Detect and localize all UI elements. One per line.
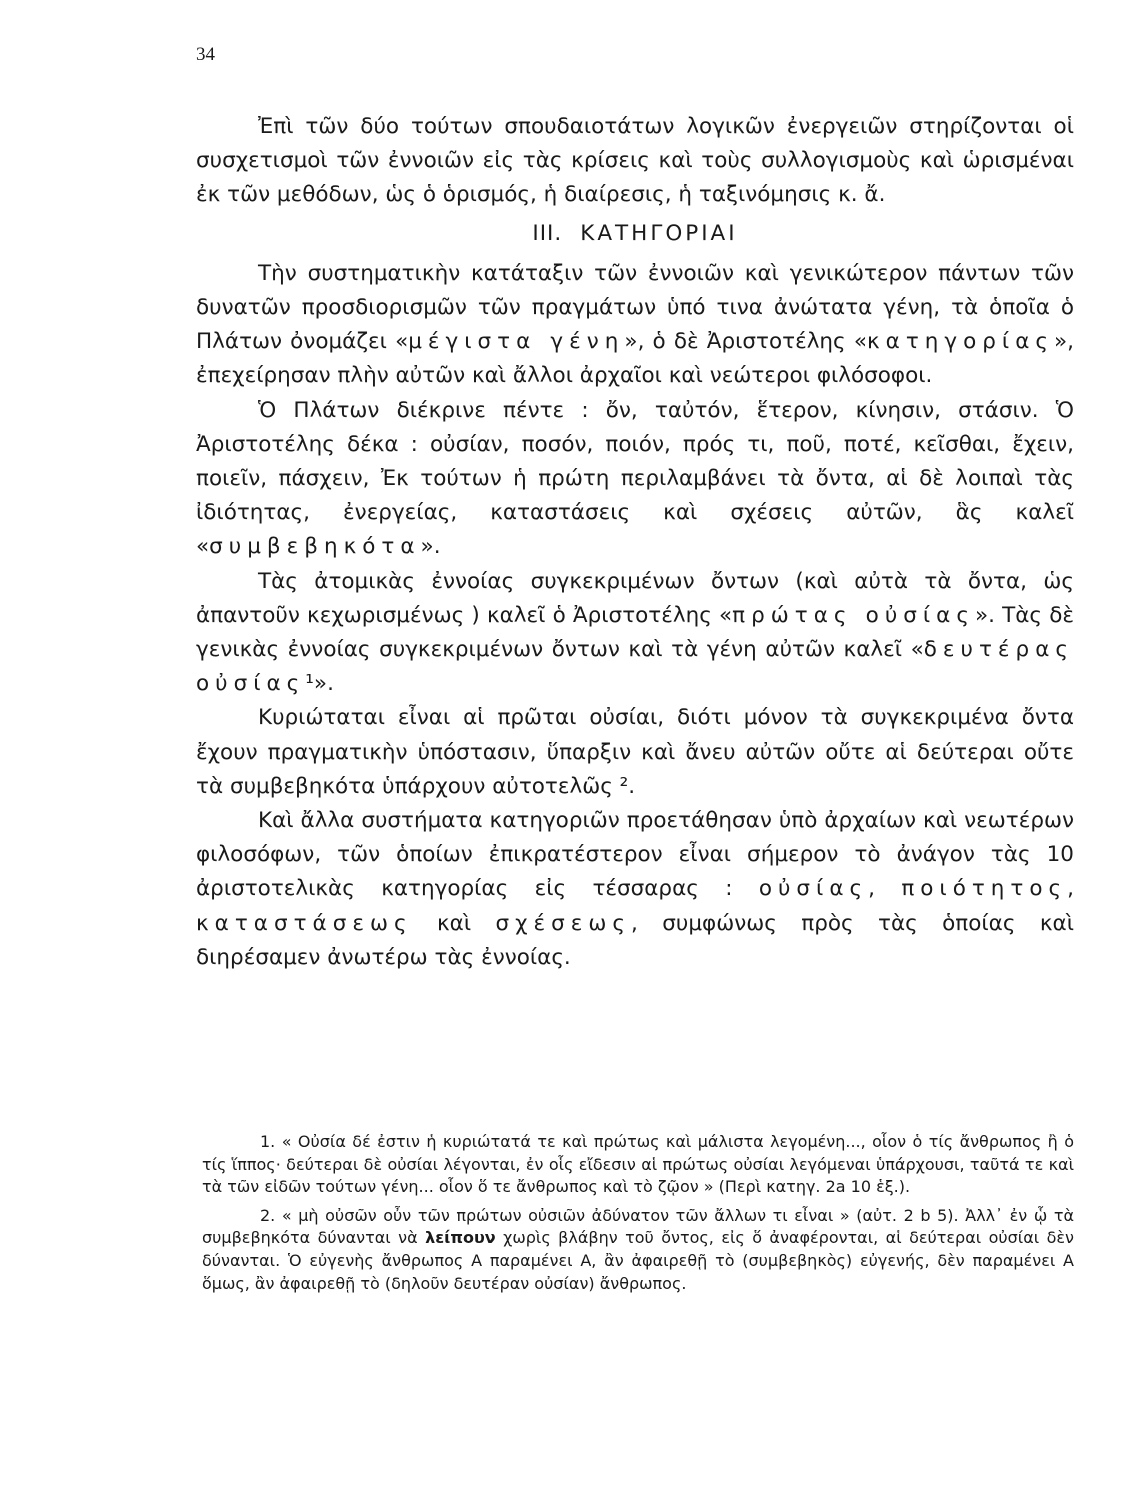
emphasis-leipoun: λείπουν [425,1228,496,1248]
paragraph-plato-aristotle: Ὁ Πλάτων διέκρινε πέντε : ὄν, ταὐτόν, ἕτερον, κίνησιν, στάσιν. Ὁ Ἀριστοτέλης δέκα : οὐσίαν, ποσόν, ποιόν, πρός τι, ποῦ, ποτέ, κεῖσθαι, ἔχειν, ποιεῖν, πάσχειν, Ἐκ τούτων ἡ πρώτη περιλαμβάνει τὰ ὄντα, αἱ δὲ λοιπαὶ τὰς ἰδιότητας, ἐνεργείας, καταστάσεις καὶ σχέσεις αὐτῶν, ἃς καλεῖ «συμβεβηκότα». [196,397,1074,560]
page-number: 34 [196,44,215,65]
paragraph-primary-substances: Κυριώταται εἶναι αἱ πρῶται οὐσίαι, διότι μόνον τὰ συγκεκριμένα ὄντα ἔχουν πραγματικὴν ὑπόστασιν, ὕπαρξιν καὶ ἄνευ αὐτῶν οὔτε αἱ δεύτεραι οὔτε τὰ συμβεβηκότα ὑπάρχουν αὐτοτελῶς ². [196,705,1074,799]
emphasis-deuteras-ousias: δευτέρας οὐσίας [196,637,1074,697]
paragraph-intro: Ἐπὶ τῶν δύο τούτων σπουδαιοτάτων λογικῶν ἐνεργειῶν στηρίζονται οἱ συσχετισμοὶ τῶν ἐννοιῶν εἰς τὰς κρίσεις καὶ τοὺς συλλογισμοὺς καὶ ὡρισμέναι ἐκ τῶν μεθόδων, ὡς ὁ ὁρισμός, ἡ διαίρεσις, ἡ ταξινόμησις κ. ἄ. [196,114,1074,208]
footnotes [202,1131,1074,1301]
emphasis-protas-ousias: πρώτας οὐσίας [732,602,975,628]
paragraph-other-systems: Καὶ ἄλλα συστήματα κατηγοριῶν προετάθησαν ὑπὸ ἀρχαίων καὶ νεωτέρων φιλοσόφων, τῶν ὁποίων ἐπικρατέστερον εἶναι σήμερον τὸ ἀνάγον τὰς 10 ἀριστοτελικὰς κατηγορίας εἰς τέσσαρας : οὐσίας, ποιότητος, καταστάσεως καὶ σχέσεως, συμφώνως πρὸς τὰς ὁποίας καὶ διηρέσαμεν ἀνωτέρω τὰς ἐννοίας. [196,808,1074,970]
section-numeral: III. [532,220,563,246]
emphasis-symbebekota: συμβεβηκότα [209,534,421,560]
emphasis-katastaseos: καταστάσεως [196,910,413,936]
emphasis-megista-gene: μέγιστα γένη [408,329,625,355]
section-title: ΚΑΤΗΓΟΡΙΑΙ [580,220,738,246]
footnote-2: 2. « μὴ οὐσῶν οὖν τῶν πρώτων οὐσιῶν ἀδύνατον τῶν ἄλλων τι εἶναι » (αὐτ. 2 b 5). Ἀλλ᾽ ἐν ᾧ τὰ συμβεβηκότα δύνανται νὰ λείπουν χωρὶς βλάβην τοῦ ὄντος, εἰς ὅ ἀναφέρονται, αἱ δεύτεραι οὐσίαι δὲν δύνανται. Ὁ εὐγενὴς ἄνθρωπος Α παραμένει Α, ἂν ἀφαιρεθῇ τὸ (συμβεβηκὸς) εὐγενής, δὲν παραμένει Α ὅμως, ἂν ἀφαιρεθῇ τὸ (δηλοῦν δευτέραν οὐσίαν) ἄνθρωπος. [202,1205,1074,1293]
emphasis-scheseos: σχέσεως [495,910,632,936]
emphasis-kategorias: κατηγορίας [866,329,1054,355]
emphasis-ousias: οὐσίας [758,876,869,902]
footnote-1: 1. « Οὐσία δέ ἐστιν ἡ κυριώτατά τε καὶ πρώτως καὶ μάλιστα λεγομένη..., οἷον ὁ τίς ἄνθρωπος ἢ ὁ τίς ἵππος· δεύτεραι δὲ οὐσίαι λέγονται, ἐν οἷς εἴδεσιν αἱ πρώτως οὐσίαι λεγόμεναι ὑπάρχουσι, ταῦτά τε καὶ τὰ τῶν εἰδῶν τούτων γένη... οἷον ὅ τε ἄνθρωπος καὶ τὸ ζῷον » (Περὶ κατηγ. 2a 10 ἑξ.). [202,1132,1074,1197]
paragraph-categories-intro: Τὴν συστηματικὴν κατάταξιν τῶν ἐννοιῶν καὶ γενικώτερον πάντων τῶν δυνατῶν προσδιορισμῶν τῶν πραγμάτων ὑπό τινα ἀνώτατα γένη, τὰ ὁποῖα ὁ Πλάτων ὀνομάζει «μέγιστα γένη», ὁ δὲ Ἀριστοτέλης «κατηγορίας», ἐπεχείρησαν πλὴν αὐτῶν καὶ ἄλλοι ἀρχαῖοι καὶ νεώτεροι φιλόσοφοι. [196,260,1074,389]
paragraph-first-substances: Τὰς ἀτομικὰς ἐννοίας συγκεκριμένων ὄντων (καὶ αὐτὰ τὰ ὄντα, ὡς ἀπαντοῦν κεχωρισμένως ) καλεῖ ὁ Ἀριστοτέλης «πρώτας οὐσίας». Τὰς δὲ γενικὰς ἐννοίας συγκεκριμένων ὄντων καὶ τὰ γένη αὐτῶν καλεῖ «δευτέρας οὐσίας¹». [196,568,1074,697]
emphasis-poiotetos: ποιότητος [901,876,1068,902]
main-text [196,110,1074,975]
section-heading [196,217,1074,251]
